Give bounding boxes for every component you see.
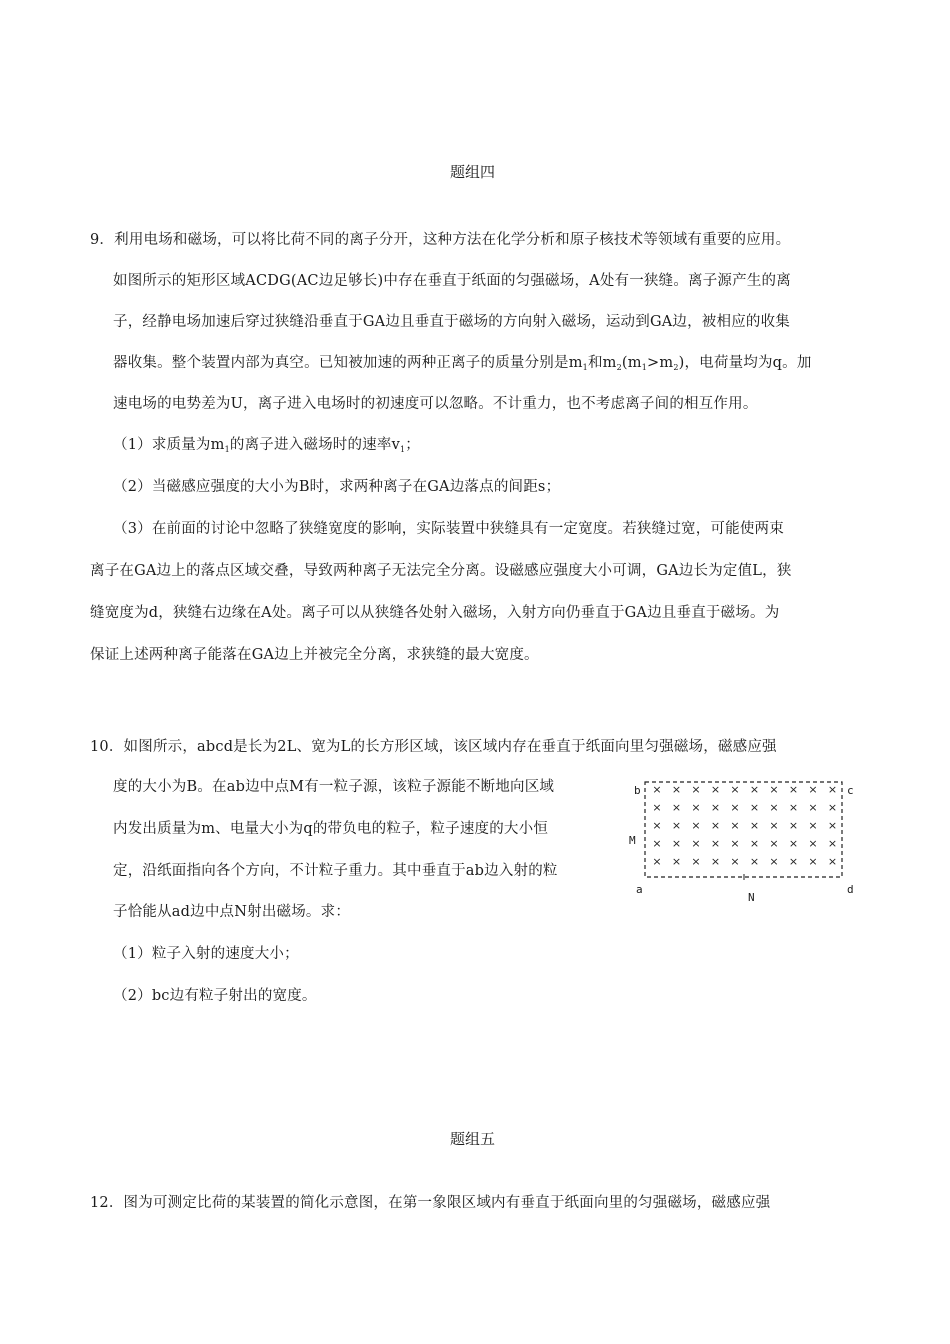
q9-part-3-line-2: 离子在GA边上的落点区域交叠，导致两种离子无法完全分离。设磁感应强度大小可调，GA边长为定值L，狭 (90, 563, 792, 579)
field-cross-icon: × (671, 801, 682, 814)
field-cross-icon: × (788, 837, 799, 850)
label-m: M (629, 834, 636, 847)
field-cross-icon: × (827, 819, 838, 832)
q9-line-2: 如图所示的矩形区域ACDG(AC边足够长)中存在垂直于纸面的匀强磁场，A处有一狭缝。离子源产生的离 (113, 273, 791, 289)
field-cross-icon: × (710, 855, 721, 868)
field-cross-icon: × (691, 837, 701, 850)
field-cross-icon: × (788, 819, 799, 832)
label-n: N (748, 891, 755, 904)
field-cross-icon: × (730, 855, 740, 868)
field-cross-icon: × (691, 819, 701, 832)
q10-part-2: （2）bc边有粒子射出的宽度。 (113, 988, 317, 1004)
field-into-page-symbols (652, 783, 837, 868)
field-cross-icon: × (749, 801, 760, 814)
field-cross-icon: × (788, 855, 799, 868)
field-cross-icon: × (788, 801, 799, 814)
field-cross-icon: × (769, 801, 779, 814)
field-cross-icon: × (671, 855, 682, 868)
q10-line-1: 10．如图所示，abcd是长为2L、宽为L的长方形区域，该区域内存在垂直于纸面向里匀强磁场，磁感应强 (90, 739, 777, 755)
q10-line-5: 子恰能从ad边中点N射出磁场。求： (113, 904, 351, 920)
q9-part-3-line-3: 缝宽度为d，狭缝右边缘在A处。离子可以从狭缝各处射入磁场，入射方向仍垂直于GA边且垂直于磁场。为 (90, 605, 780, 621)
q9-line-3: 子，经静电场加速后穿过狭缝沿垂直于GA边且垂直于磁场的方向射入磁场，运动到GA边，被相应的收集 (113, 314, 791, 330)
field-cross-icon: × (769, 819, 779, 832)
label-a: a (636, 883, 643, 896)
field-cross-icon: × (691, 801, 701, 814)
q10-line-4: 定，沿纸面指向各个方向，不计粒子重力。其中垂直于ab边入射的粒 (113, 863, 558, 879)
q10-part-1: （1）粒子入射的速度大小； (113, 946, 299, 962)
q9-part-3-line-4: 保证上述两种离子能落在GA边上并被完全分离，求狭缝的最大宽度。 (90, 647, 539, 663)
field-cross-icon: × (808, 855, 818, 868)
field-cross-icon: × (710, 819, 721, 832)
field-cross-icon: × (749, 855, 760, 868)
field-cross-icon: × (710, 837, 721, 850)
field-cross-icon: × (808, 837, 818, 850)
field-cross-icon: × (671, 783, 682, 796)
field-cross-icon: × (827, 783, 838, 796)
field-cross-icon: × (652, 801, 662, 814)
field-cross-icon: × (730, 837, 740, 850)
magnetic-field-diagram (620, 770, 865, 905)
field-cross-icon: × (691, 855, 701, 868)
field-cross-icon: × (710, 783, 721, 796)
label-b: b (634, 784, 641, 797)
field-cross-icon: × (671, 837, 682, 850)
field-cross-icon: × (652, 837, 662, 850)
field-cross-icon: × (652, 783, 662, 796)
q10-figure (620, 770, 865, 905)
field-cross-icon: × (749, 819, 760, 832)
group5-heading: 题组五 (450, 1130, 496, 1148)
field-cross-icon: × (730, 801, 740, 814)
field-cross-icon: × (827, 801, 838, 814)
label-c: c (847, 784, 854, 797)
q10-line-2: 度的大小为B。在ab边中点M有一粒子源，该粒子源能不断地向区域 (113, 779, 555, 795)
field-cross-icon: × (710, 801, 721, 814)
field-cross-icon: × (652, 855, 662, 868)
q9-line-5: 速电场的电势差为U，离子进入电场时的初速度可以忽略。不计重力，也不考虑离子间的相互作用。 (113, 396, 758, 412)
field-cross-icon: × (769, 783, 779, 796)
field-cross-icon: × (749, 837, 760, 850)
q9-line-4: 器收集。整个装置内部为真空。已知被加速的两种正离子的质量分别是$m_1$和$m_2(m_1>m_2)$，电荷量均为q。加 (113, 355, 812, 372)
field-cross-icon: × (808, 801, 818, 814)
q9-part-3-line-1: （3）在前面的讨论中忽略了狭缝宽度的影响，实际装置中狭缝具有一定宽度。若狭缝过宽，可能使两束 (113, 521, 784, 537)
field-cross-icon: × (788, 783, 799, 796)
q10-line-3: 内发出质量为m、电量大小为q的带负电的粒子，粒子速度的大小恒 (113, 821, 549, 837)
field-cross-icon: × (691, 783, 701, 796)
field-cross-icon: × (808, 819, 818, 832)
field-cross-icon: × (730, 783, 740, 796)
field-cross-icon: × (827, 855, 838, 868)
group4-heading: 题组四 (450, 163, 496, 181)
q9-line-1: 9．利用电场和磁场，可以将比荷不同的离子分开，这种方法在化学分析和原子核技术等领域有重要的应用。 (90, 232, 791, 248)
field-cross-icon: × (827, 837, 838, 850)
label-d: d (847, 883, 854, 896)
field-cross-icon: × (749, 783, 760, 796)
field-cross-icon: × (730, 819, 740, 832)
field-cross-icon: × (769, 837, 779, 850)
q9-part-1: （1）求质量为$m_1$的离子进入磁场时的速率$v_1$； (113, 437, 420, 454)
field-cross-icon: × (769, 855, 779, 868)
q12-line-1: 12．图为可测定比荷的某装置的简化示意图，在第一象限区域内有垂直于纸面向里的匀强磁场，磁感应强 (90, 1195, 771, 1211)
field-cross-icon: × (652, 819, 662, 832)
field-cross-icon: × (808, 783, 818, 796)
field-cross-icon: × (671, 819, 682, 832)
q9-part-2: （2）当磁感应强度的大小为B时，求两种离子在GA边落点的间距s； (113, 479, 561, 495)
